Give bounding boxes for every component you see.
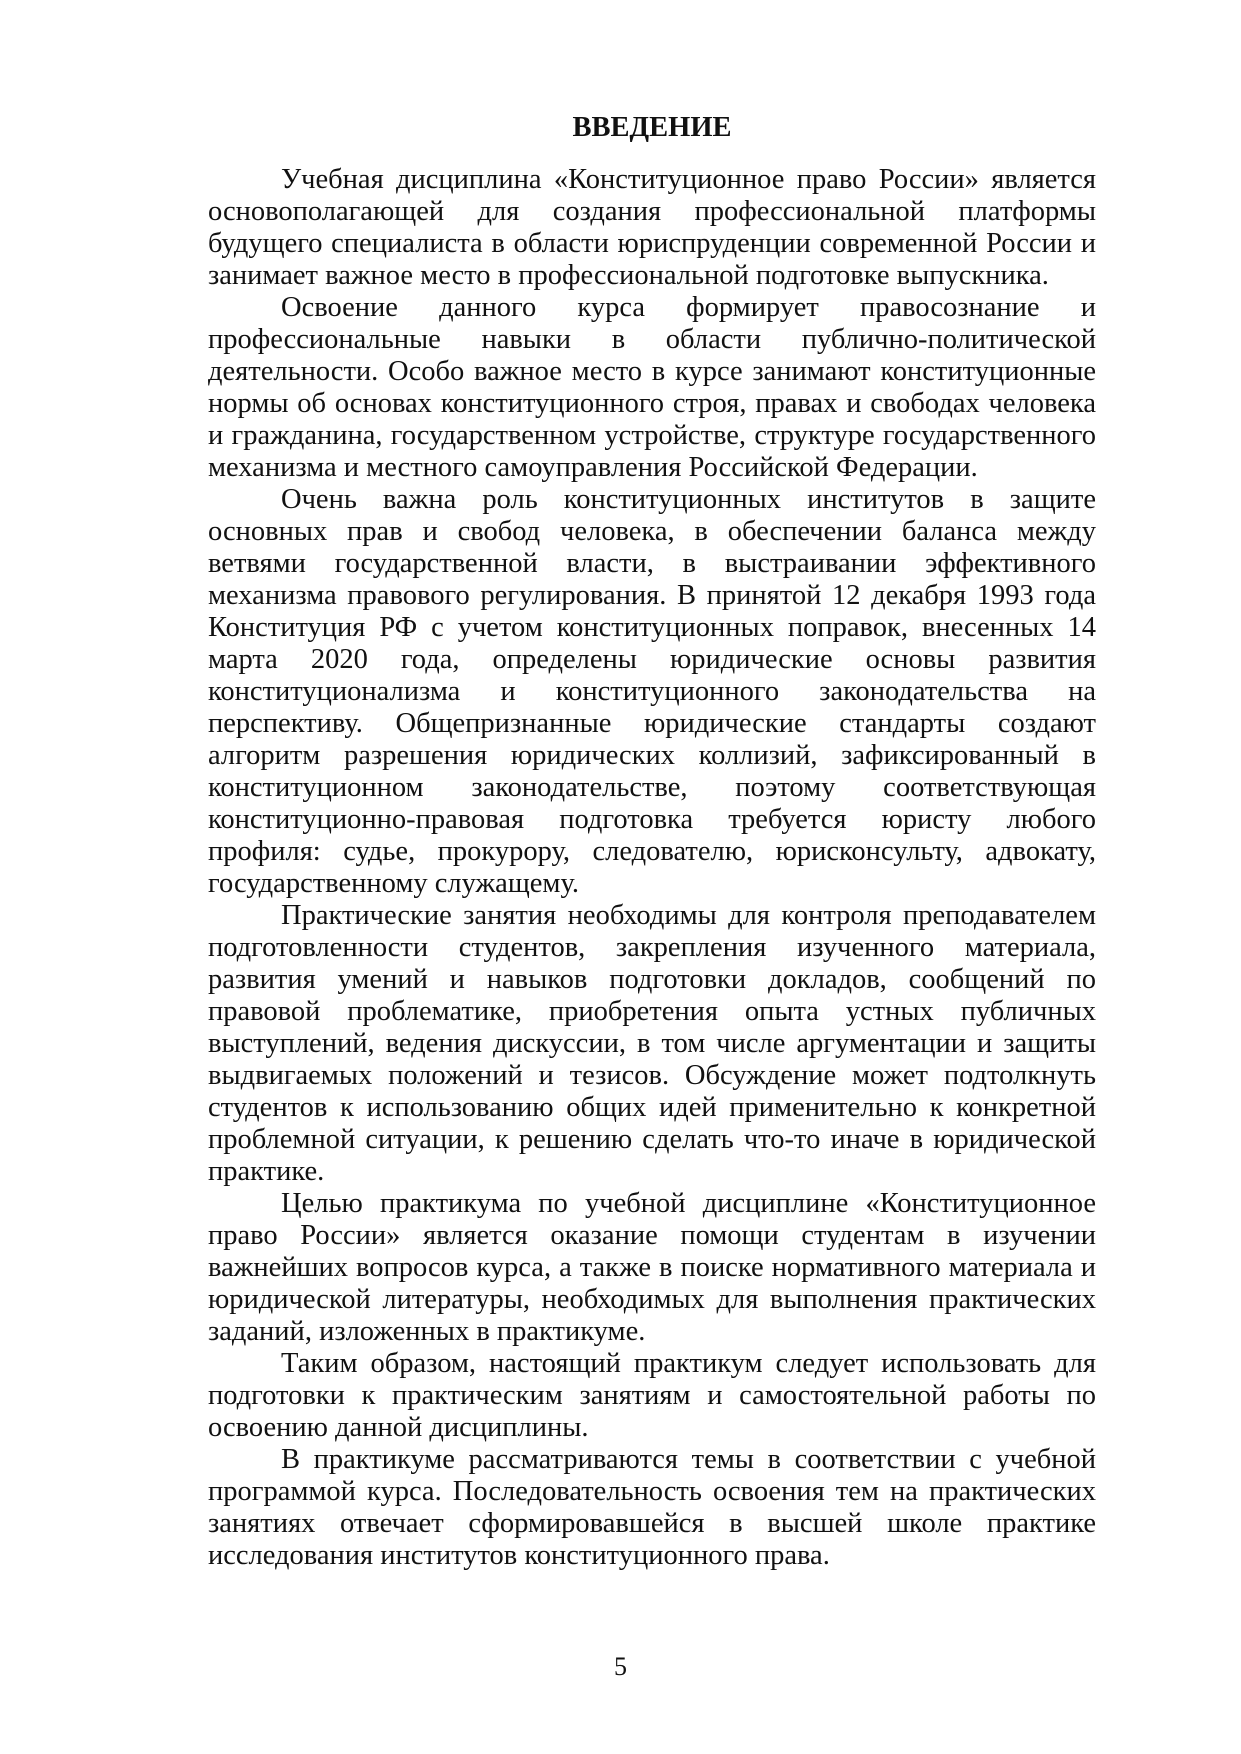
page-content (208, 112, 1096, 1572)
paragraph-3: Очень важна роль конституционных институтов в защите основных прав и свобод человека, в обеспечении баланса между ветвями государственной власти, в выстраивании эффективного механизма правового регулирования. В принятой 12 декабря 1993 года Конституция РФ с учетом конституционных поправок, внесенных 14 марта 2020 года, определены юридические основы развития конституционализма и конституционного законодательства на перспективу. Общепризнанные юридические стандарты создают алгоритм разрешения юридических коллизий, зафиксированный в конституционном законодательстве, поэтому соответствующая конституционно-правовая подготовка требуется юристу любого профиля: судье, прокурору, следователю, юрисконсульту, адвокату, государственному служащему. (208, 484, 1096, 899)
section-title: ВВЕДЕНИЕ (572, 112, 732, 143)
paragraph-2: Освоение данного курса формирует правосознание и профессиональные навыки в области публично-политической деятельности. Особо важное место в курсе занимают конституционные нормы об основах конституционного строя, правах и свободах человека и гражданина, государственном устройстве, структуре государственного механизма и местного самоуправления Российской Федерации. (208, 292, 1096, 483)
paragraph-4: Практические занятия необходимы для контроля преподавателем подготовленности студентов, закрепления изученного материала, развития умений и навыков подготовки докладов, сообщений по правовой проблематике, приобретения опыта устных публичных выступлений, ведения дискуссии, в том числе аргументации и защиты выдвигаемых положений и тезисов. Обсуждение может подтолкнуть студентов к использованию общих идей применительно к конкретной проблемной ситуации, к решению сделать что-то иначе в юридической практике. (208, 900, 1096, 1187)
paragraph-5: Целью практикума по учебной дисциплине «Конституционное право России» является оказание помощи студентам в изучении важнейших вопросов курса, а также в поиске нормативного материала и юридической литературы, необходимых для выполнения практических заданий, изложенных в практикуме. (208, 1188, 1096, 1347)
paragraph-1: Учебная дисциплина «Конституционное право России» является основополагающей для создания профессиональной платформы будущего специалиста в области юриспруденции современной России и занимает важное место в профессиональной подготовке выпускника. (208, 164, 1096, 291)
paragraph-6: Таким образом, настоящий практикум следует использовать для подготовки к практическим занятиям и самостоятельной работы по освоению данной дисциплины. (208, 1348, 1096, 1443)
page-number: 5 (614, 1652, 627, 1681)
paragraph-7: В практикуме рассматриваются темы в соответствии с учебной программой курса. Последовательность освоения тем на практических занятиях отвечает сформировавшейся в высшей школе практике исследования институтов конституционного права. (208, 1444, 1096, 1571)
